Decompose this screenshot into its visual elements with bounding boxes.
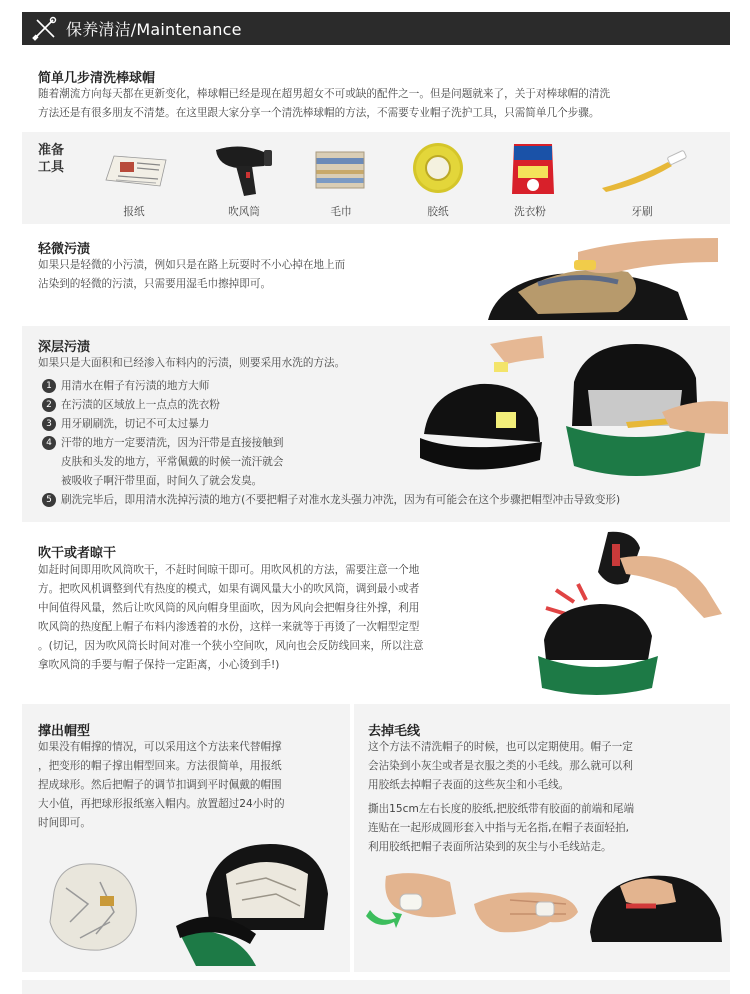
step-text: 被吸收子啊汗带里面，时间久了就会发臭。 [61, 475, 263, 487]
step-text: 汗带的地方一定要清洗，因为汗带是直接接触到 [61, 437, 284, 449]
cap-paper-photo [176, 834, 336, 966]
tools-icon [28, 12, 62, 45]
taped-fingers-photo [470, 874, 582, 948]
tape-hand-photo [366, 864, 466, 938]
tool-label: 毛巾 [330, 206, 352, 218]
drying-title: 吹干或者晾干 [38, 546, 117, 561]
tape-icon [410, 140, 466, 196]
deep-stain-title: 深层污渍 [38, 340, 91, 355]
intro-line: 方法还是有很多朋友不清楚。在这里跟大家分享一个清洗棒球帽的方法，不需要专业帽子洗护工具，只需简单几个步骤。 [38, 107, 600, 119]
text-line: 沾染到的轻微的污渍，只需要用湿毛巾擦掉即可。 [38, 278, 272, 290]
shape-text [38, 738, 338, 833]
text-line: 拿吹风筒的手要与帽子保持一定距离，小心烫到手!) [38, 659, 280, 671]
cap-brushing-photo [566, 338, 728, 486]
text-line: 方。把吹风机调整到代有热度的模式，如果有调风量大小的吹风筒，调到最小或者 [38, 583, 420, 595]
cap-drying-photo [516, 528, 728, 700]
light-stain-text [38, 256, 418, 294]
header-title: 保养清洁/Maintenance [66, 20, 242, 39]
tool-label: 牙刷 [631, 206, 653, 218]
newspaper-icon [104, 150, 170, 190]
drying-text [38, 561, 498, 675]
cap-detergent-photo [420, 334, 550, 486]
text-line: 中间值得风量，然后让吹风筒的风向帽身里面吹，因为风向会把帽身往外撑，利用 [38, 602, 420, 614]
step-number: 3 [42, 417, 56, 431]
deep-stain-intro: 如果只是大面积和已经渗入布料内的污渍，则要采用水洗的方法。 [38, 357, 346, 369]
step-number: 2 [42, 398, 56, 412]
detergent-icon [508, 140, 558, 198]
lint-text-1 [368, 738, 718, 795]
text-line: 捏成球形。然后把帽子的调节扣调到平时佩戴的帽围 [38, 779, 282, 791]
light-stain-title: 轻微污渍 [38, 242, 91, 257]
intro-line: 随着潮流方向每天都在更新变化，棒球帽已经是现在超男超女不可或缺的配件之一。但是问题就来了，关于对棒球帽的清洗 [38, 88, 611, 100]
text-line: 会沾染到小灰尘或者是衣服之类的小毛线。那么就可以利 [368, 760, 633, 772]
text-line: 吹风筒的热度配上帽子布料内渗透着的水份，这样一来就等于再烫了一次帽型定型 [38, 621, 420, 633]
text-line: 这个方法不清洗帽子的时候，也可以定期使用。帽子一定 [368, 741, 633, 753]
text-line: ，把变形的帽子撑出帽型回来。方法很简单，用报纸 [38, 760, 282, 772]
text-line: 。(切记，因为吹风筒长时间对准一个狭小空间吹，风向也会反防线回来，所以注意 [38, 640, 424, 652]
lint-text-2 [368, 800, 718, 857]
section-header [22, 12, 730, 45]
cap-wiping-photo [478, 232, 730, 320]
step-text: 用牙刷刷洗，切记不可太过暴力 [61, 418, 210, 430]
paper-ball-photo [40, 852, 148, 960]
toothbrush-icon [598, 148, 694, 194]
step-text: 在污渍的区域放上一点点的洗衣粉 [61, 399, 220, 411]
step-number: 1 [42, 379, 56, 393]
step-text: 刷洗完毕后，即用清水洗掉污渍的地方(不要把帽子对准水龙头强力冲洗，因为有可能会在这个步骤把帽型冲击导致变形) [61, 494, 621, 506]
footer-strip [22, 980, 730, 994]
text-line: 用胶纸去掉帽子表面的这些灰尘和小毛线。 [368, 779, 570, 791]
towel-icon [312, 146, 368, 194]
text-line: 撕出15cm左右长度的胶纸,把胶纸带有胶面的前端和尾端 [368, 803, 635, 815]
lint-title: 去掉毛线 [368, 724, 421, 739]
step-number: 4 [42, 436, 56, 450]
tool-label: 胶纸 [427, 206, 449, 218]
tool-label: 洗衣粉 [514, 206, 546, 218]
tool-label: 吹风筒 [228, 206, 260, 218]
hair-dryer-icon [210, 142, 276, 198]
text-line: 大小值，再把球形报纸塞入帽内。放置超过24小时的 [38, 798, 285, 810]
text-line: 如果只是轻微的小污渍，例如只是在路上玩耍时不小心掉在地上而 [38, 259, 346, 271]
tool-label: 报纸 [123, 206, 145, 218]
intro-text [38, 85, 738, 123]
step-item [42, 491, 732, 510]
tools-label: 准备工具 [38, 143, 65, 175]
intro-title: 简单几步清洗棒球帽 [38, 71, 156, 86]
text-line: 如赶时间即用吹风筒吹干，不赶时间晾干即可。用吹风机的方法，需要注意一个地 [38, 564, 420, 576]
cap-tape-photo [586, 862, 726, 946]
text-line: 连贴在一起形成圆形套入中指与无名指,在帽子表面轻拍, [368, 822, 629, 834]
text-line: 利用胶纸把帽子表面所沾染到的灰尘与小毛线站走。 [368, 841, 612, 853]
text-line: 时间即可。 [38, 817, 91, 829]
text-line: 如果没有帽撑的情况，可以采用这个方法来代替帽撑 [38, 741, 282, 753]
shape-title: 撑出帽型 [38, 724, 91, 739]
step-text: 皮肤和头发的地方，平常佩戴的时候一流汗就会 [61, 456, 284, 468]
step-text: 用清水在帽子有污渍的地方大师 [61, 380, 210, 392]
step-number: 5 [42, 493, 56, 507]
